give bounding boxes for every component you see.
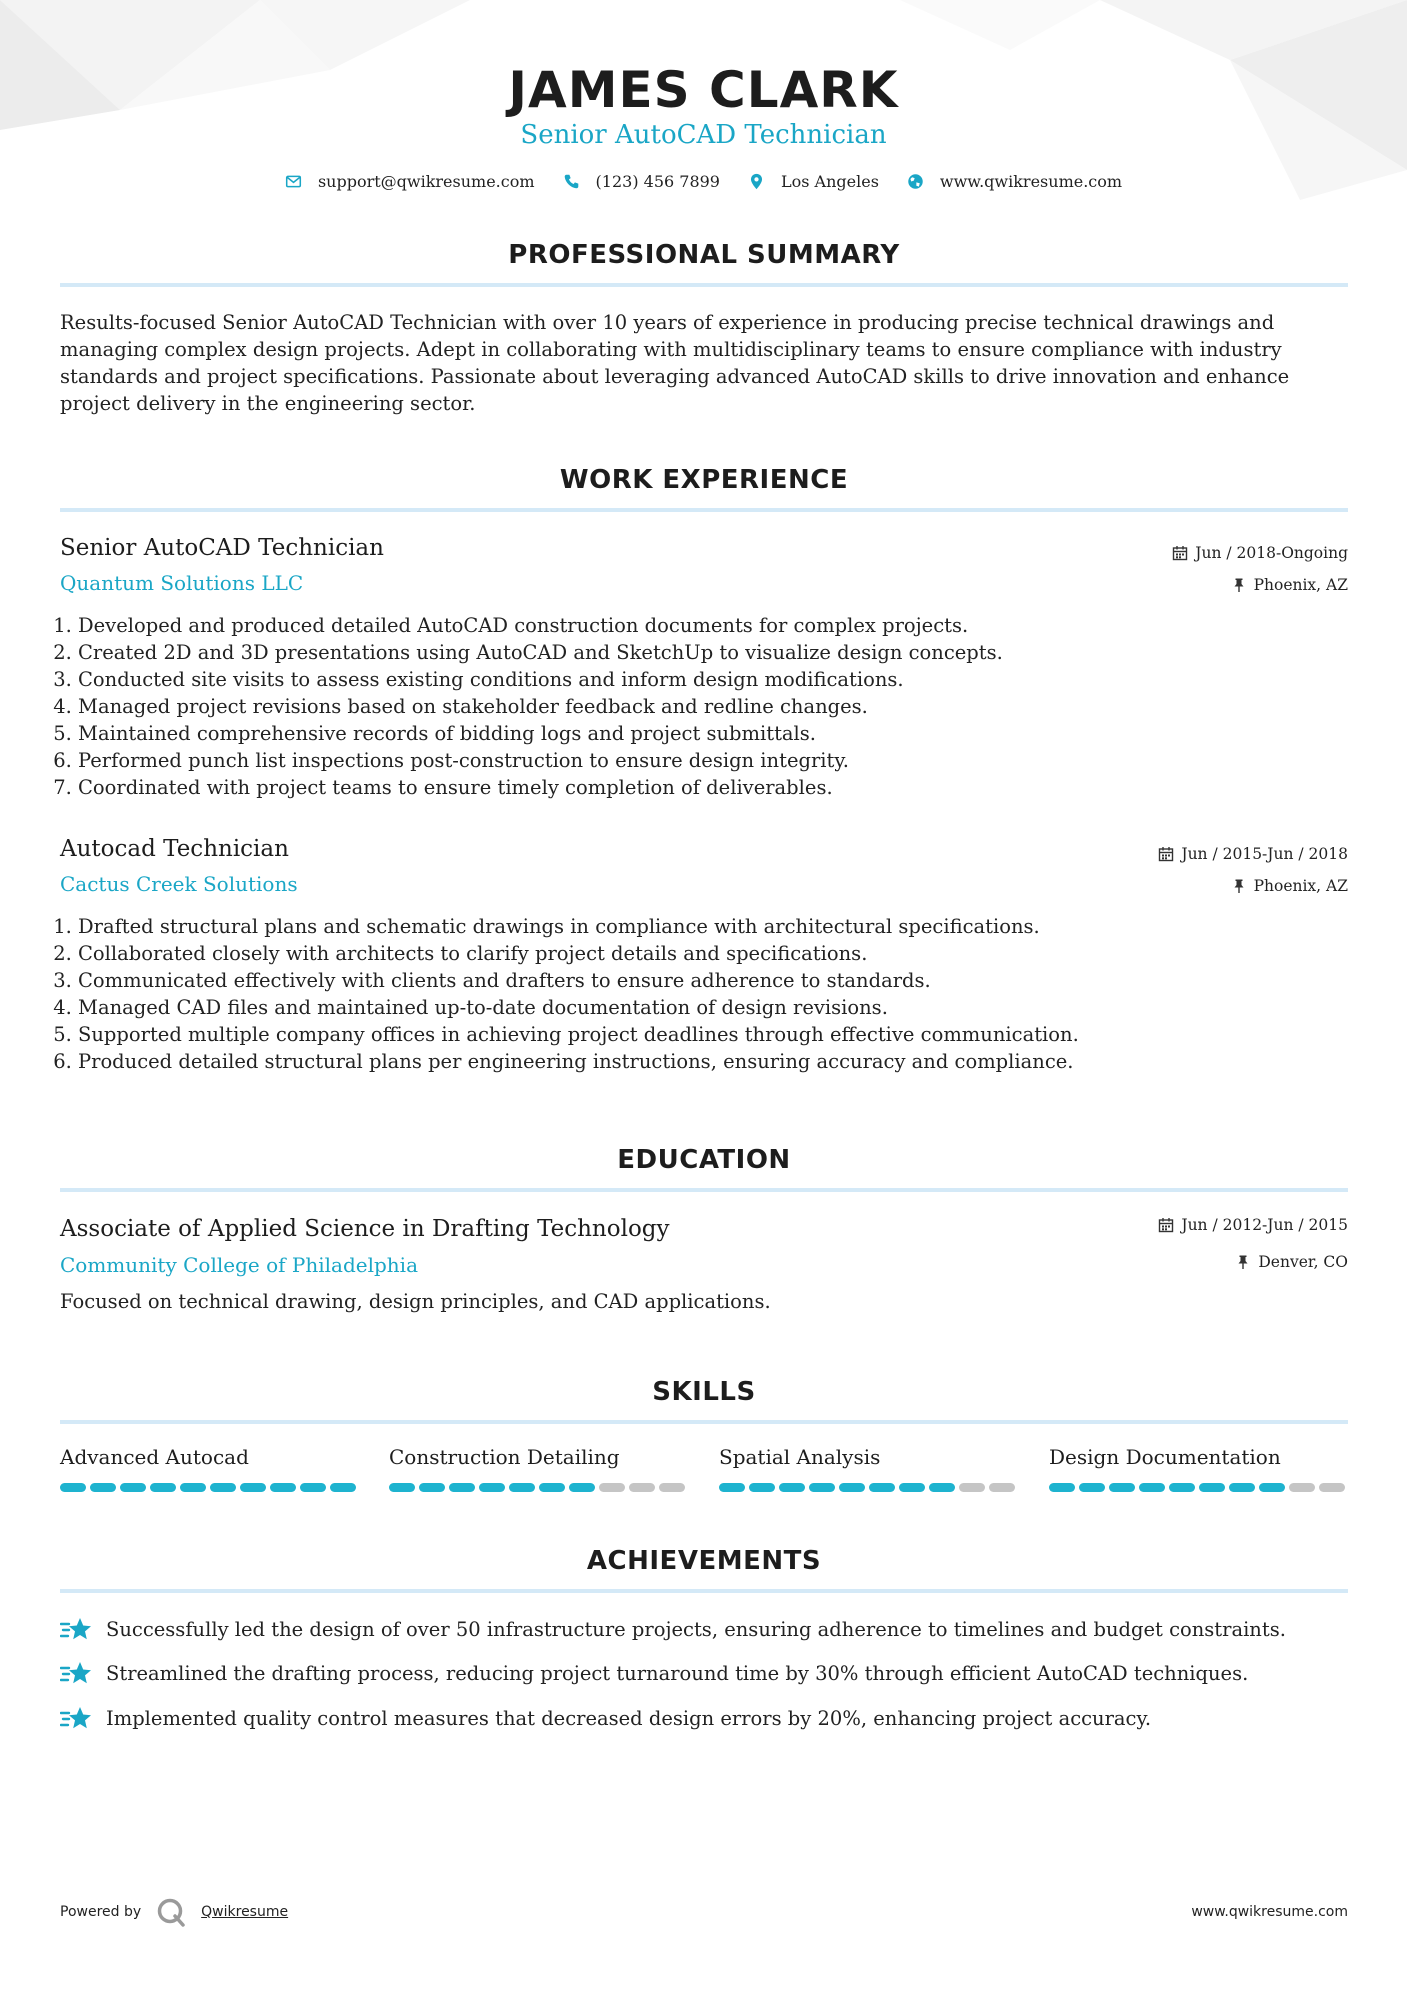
job-dates <box>1158 843 1348 865</box>
skill-level-bar <box>1049 1483 1345 1492</box>
achievement-text: Implemented quality control measures that decreased design errors by 20%, enhancing project accuracy. <box>106 1707 1152 1730</box>
list-item: 1. Drafted structural plans and schematic drawings in compliance with architectural specifications. <box>78 913 1338 940</box>
skill-segment-filled <box>1049 1483 1075 1492</box>
skill-segment-filled <box>1259 1483 1285 1492</box>
education-school: Community College of Philadelphia <box>60 1253 418 1277</box>
summary-text: Results-focused Senior AutoCAD Technician with over 10 years of experience in producing precise technical drawings and managing complex design projects. Adept in collaborating with multidisciplinary teams to ensure compliance with industry standards and project specifications. Passionate about leveraging advanced AutoCAD skills to drive innovation and enhance project delivery in the engineering sector. <box>60 311 1290 415</box>
skill-segment-filled <box>180 1483 206 1492</box>
skill-segment-empty <box>599 1483 625 1492</box>
list-item: 5. Supported multiple company offices in achieving project deadlines through effective communication. <box>78 1021 1338 1048</box>
list-item: 6. Performed punch list inspections post-construction to ensure design integrity. <box>78 747 1338 774</box>
shooting-star-icon <box>60 1660 92 1688</box>
map-pin-icon <box>748 173 765 190</box>
list-item: 2. Collaborated closely with architects to clarify project details and specifications. <box>78 940 1338 967</box>
list-item: 5. Maintained comprehensive records of bidding logs and project submittals. <box>78 720 1338 747</box>
skill-segment-filled <box>210 1483 236 1492</box>
skill-segment-empty <box>959 1483 985 1492</box>
calendar-icon <box>1158 1217 1174 1233</box>
education-description: Focused on technical drawing, design principles, and CAD applications. <box>60 1290 771 1313</box>
skill-segment-filled <box>839 1483 865 1492</box>
calendar-icon <box>1172 545 1188 561</box>
list-item: 3. Conducted site visits to assess existing conditions and inform design modifications. <box>78 666 1338 693</box>
skill-segment-empty <box>659 1483 685 1492</box>
job-company: Quantum Solutions LLC <box>60 571 304 595</box>
skill-segment-filled <box>929 1483 955 1492</box>
skill-segment-filled <box>389 1483 415 1492</box>
skill-segment-filled <box>809 1483 835 1492</box>
skill-level-bar <box>389 1483 685 1492</box>
job-dates-text: Jun / 2015-Jun / 2018 <box>1181 845 1348 863</box>
job-title: Autocad Technician <box>60 836 289 862</box>
skill-level-bar <box>60 1483 356 1492</box>
powered-by-label: Powered by <box>60 1904 142 1920</box>
skill-segment-filled <box>1109 1483 1135 1492</box>
summary-heading: PROFESSIONAL SUMMARY <box>508 240 900 270</box>
shooting-star-icon <box>60 1705 92 1733</box>
achievement-item <box>60 1616 1286 1644</box>
footer-powered-by <box>60 1896 288 1928</box>
experience-divider <box>60 508 1348 512</box>
education-location-text: Denver, CO <box>1258 1253 1348 1271</box>
brand-link[interactable]: Qwikresume <box>201 1904 289 1920</box>
achievement-item <box>60 1660 1248 1688</box>
envelope-icon <box>285 173 302 190</box>
job-title: Senior AutoCAD Technician <box>60 535 384 561</box>
candidate-name: JAMES CLARK <box>508 61 899 119</box>
education-dates-text: Jun / 2012-Jun / 2015 <box>1181 1216 1348 1234</box>
skill-segment-filled <box>539 1483 565 1492</box>
skill-segment-filled <box>1079 1483 1105 1492</box>
skills-heading: SKILLS <box>652 1377 756 1407</box>
pushpin-icon <box>1231 878 1247 894</box>
skill-segment-filled <box>330 1483 356 1492</box>
list-item: 4. Managed project revisions based on stakeholder feedback and redline changes. <box>78 693 1338 720</box>
job-dates-text: Jun / 2018-Ongoing <box>1195 544 1348 562</box>
skill-segment-filled <box>60 1483 86 1492</box>
skill-segment-filled <box>869 1483 895 1492</box>
skill-segment-filled <box>150 1483 176 1492</box>
education-degree: Associate of Applied Science in Drafting Technology <box>60 1216 670 1242</box>
candidate-role: Senior AutoCAD Technician <box>520 120 887 150</box>
job-company: Cactus Creek Solutions <box>60 872 298 896</box>
experience-heading: WORK EXPERIENCE <box>559 465 849 495</box>
skill-segment-filled <box>90 1483 116 1492</box>
skill-segment-filled <box>120 1483 146 1492</box>
skill-segment-filled <box>1169 1483 1195 1492</box>
summary-divider <box>60 283 1348 287</box>
skill-segment-filled <box>270 1483 296 1492</box>
education-divider <box>60 1188 1348 1192</box>
job-bullets <box>60 913 1338 1075</box>
globe-icon <box>907 173 924 190</box>
contact-bar <box>0 172 1407 191</box>
skill-segment-filled <box>1229 1483 1255 1492</box>
skill-segment-filled <box>240 1483 266 1492</box>
achievement-item <box>60 1705 1151 1733</box>
skill-name: Construction Detailing <box>389 1445 620 1469</box>
skill-segment-filled <box>1139 1483 1165 1492</box>
list-item: 7. Coordinated with project teams to ensure timely completion of deliverables. <box>78 774 1338 801</box>
list-item: 2. Created 2D and 3D presentations using AutoCAD and SketchUp to visualize design concepts. <box>78 639 1338 666</box>
qwikresume-logo-icon <box>155 1896 187 1928</box>
skill-segment-filled <box>300 1483 326 1492</box>
skill-segment-filled <box>779 1483 805 1492</box>
skill-segment-filled <box>449 1483 475 1492</box>
skill-segment-filled <box>749 1483 775 1492</box>
skill-segment-filled <box>899 1483 925 1492</box>
contact-phone-text: (123) 456 7899 <box>595 172 720 191</box>
skill-level-bar <box>719 1483 1015 1492</box>
job-location-text: Phoenix, AZ <box>1253 576 1348 594</box>
skill-segment-empty <box>629 1483 655 1492</box>
education-location <box>1235 1251 1348 1273</box>
achievement-text: Successfully led the design of over 50 infrastructure projects, ensuring adherence to timelines and budget constraints. <box>106 1618 1286 1641</box>
skill-name: Spatial Analysis <box>719 1445 881 1469</box>
pushpin-icon <box>1235 1254 1251 1270</box>
achievements-heading: ACHIEVEMENTS <box>586 1546 822 1576</box>
pushpin-icon <box>1231 577 1247 593</box>
job-location <box>1231 574 1348 596</box>
skill-segment-filled <box>569 1483 595 1492</box>
list-item: 1. Developed and produced detailed AutoCAD construction documents for complex projects. <box>78 612 1338 639</box>
list-item: 4. Managed CAD files and maintained up-to-date documentation of design revisions. <box>78 994 1338 1021</box>
phone-icon <box>563 173 580 190</box>
job-dates <box>1172 542 1348 564</box>
skill-segment-filled <box>509 1483 535 1492</box>
list-item: 3. Communicated effectively with clients and drafters to ensure adherence to standards. <box>78 967 1338 994</box>
achievements-divider <box>60 1589 1348 1593</box>
skills-divider <box>60 1420 1348 1424</box>
footer-url[interactable]: www.qwikresume.com <box>1191 1904 1348 1920</box>
skill-segment-filled <box>1199 1483 1225 1492</box>
calendar-icon <box>1158 846 1174 862</box>
job-location <box>1231 875 1348 897</box>
job-location-text: Phoenix, AZ <box>1253 877 1348 895</box>
skill-segment-filled <box>479 1483 505 1492</box>
list-item: 6. Produced detailed structural plans per engineering instructions, ensuring accuracy and compliance. <box>78 1048 1338 1075</box>
education-heading: EDUCATION <box>617 1145 791 1175</box>
contact-email-text: support@qwikresume.com <box>317 172 535 191</box>
skill-segment-filled <box>419 1483 445 1492</box>
skill-name: Design Documentation <box>1049 1445 1281 1469</box>
contact-email[interactable] <box>285 172 535 191</box>
skill-segment-filled <box>719 1483 745 1492</box>
job-bullets <box>60 612 1338 801</box>
education-dates <box>1158 1214 1348 1236</box>
contact-website[interactable] <box>907 172 1122 191</box>
skill-segment-empty <box>989 1483 1015 1492</box>
contact-website-text: www.qwikresume.com <box>939 172 1123 191</box>
contact-phone[interactable] <box>563 172 720 191</box>
contact-location-text: Los Angeles <box>780 172 879 191</box>
skill-segment-empty <box>1319 1483 1345 1492</box>
contact-location <box>748 172 879 191</box>
shooting-star-icon <box>60 1616 92 1644</box>
skill-name: Advanced Autocad <box>60 1445 249 1469</box>
skill-segment-empty <box>1289 1483 1315 1492</box>
achievement-text: Streamlined the drafting process, reducing project turnaround time by 30% through efficient AutoCAD techniques. <box>106 1662 1249 1685</box>
